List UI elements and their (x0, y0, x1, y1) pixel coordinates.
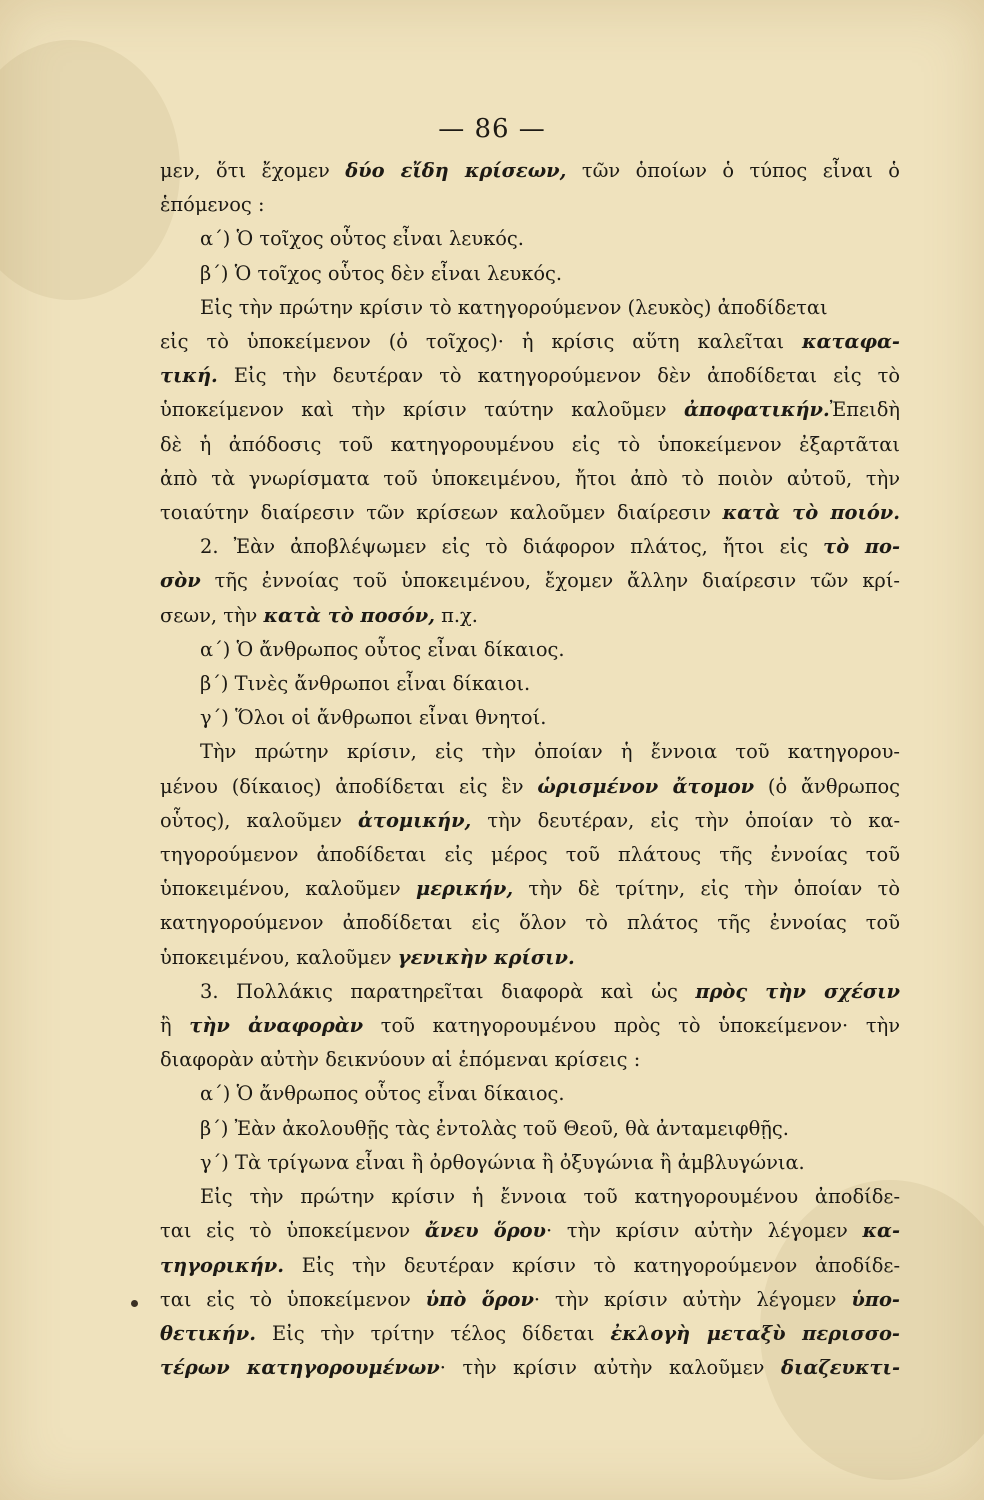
text-run: γ΄) Τὰ τρίγωνα εἶναι ἢ ὀρθογώνια ἢ ὀξυγώνια ἢ ἀμβλυγώνια. (200, 1150, 805, 1174)
emphasis-text: γενικὴν κρίσιν. (397, 945, 575, 969)
text-run: ὑποκειμένου, καλοῦμεν (160, 945, 398, 969)
emphasis-text: ὡρισμένον ἄτομον (537, 774, 755, 798)
paper-stain (0, 40, 180, 300)
text-line (160, 428, 900, 462)
text-line (160, 154, 900, 188)
text-line (160, 770, 900, 804)
text-line (160, 222, 900, 256)
text-line (160, 359, 900, 393)
text-line (160, 1180, 900, 1214)
text-line (160, 393, 900, 427)
text-run: Τὴν πρώτην κρίσιν, εἰς τὴν ὁποίαν ἡ ἔννοια τοῦ κατηγορου- (200, 740, 900, 764)
text-run: οὗτος), καλοῦμεν (160, 808, 358, 832)
emphasis-text: δύο εἴδη κρίσεων, (345, 159, 567, 182)
emphasis-text: κατὰ τὸ ποσόν, (263, 603, 435, 627)
text-run: γ΄) Ὅλοι οἱ ἄνθρωποι εἶναι θνητοί. (200, 706, 547, 730)
text-line (160, 975, 900, 1009)
text-run: 3. Πολλάκις παρατηρεῖται διαφορὰ καὶ ὡς (200, 979, 696, 1003)
text-run: β΄) Ἐὰν ἀκολουθῇς τὰς ἐντολὰς τοῦ Θεοῦ, θὰ ἀνταμειφθῇς. (200, 1116, 789, 1140)
emphasis-text: ἐκλογὴ μεταξὺ περισσο- (610, 1321, 900, 1345)
text-run: α΄) Ὁ ἄνθρωπος οὗτος εἶναι δίκαιος. (200, 1082, 565, 1106)
emphasis-text: κατὰ τὸ ποιόν. (722, 501, 901, 525)
text-line (160, 667, 900, 701)
text-run: ται εἰς τὸ ὑποκείμενον (160, 1219, 425, 1243)
text-run: ται εἰς τὸ ὑποκείμενον (160, 1287, 426, 1311)
text-run: β΄) Ὁ τοῖχος οὗτος δὲν εἶναι λευκός. (200, 261, 563, 285)
text-line (160, 564, 900, 598)
text-run: κατηγορούμενον ἀποδίδεται εἰς ὅλον τὸ πλάτος τῆς ἐννοίας τοῦ (160, 911, 900, 935)
page-number: — 86 — (438, 114, 546, 144)
text-run: τῆς ἐννοίας τοῦ ὑποκειμένου, ἔχομεν ἄλλην διαίρεσιν τῶν κρί- (200, 569, 900, 593)
text-run: ἑπόμενος : (160, 193, 265, 217)
emphasis-text: τική. (160, 364, 218, 388)
emphasis-text: πρὸς τὴν σχέσιν (695, 979, 900, 1003)
emphasis-text: ὑπο- (851, 1287, 900, 1311)
text-run: Εἰς τὴν πρώτην κρίσιν τὸ κατηγορούμενον (λευκὸς) ἀποδίδεται (200, 295, 828, 319)
text-run: Εἰς τὴν δευτέραν κρίσιν τὸ κατηγορούμενον ἀποδίδε- (284, 1253, 900, 1277)
emphasis-text: κα- (862, 1219, 900, 1243)
text-run: τῶν ὁποίων ὁ τύπος εἶναι ὁ (566, 159, 900, 182)
text-line (160, 1249, 900, 1283)
text-line (160, 1112, 900, 1146)
body-text (160, 154, 900, 1385)
text-run: 2. Ἐὰν ἀποβλέψωμεν εἰς τὸ διάφορον πλάτος, ἤτοι εἰς (200, 535, 824, 559)
text-run: δὲ ἡ ἀπόδοσις τοῦ κατηγορουμένου εἰς τὸ ὑποκείμενον ἐξαρτᾶται (160, 432, 900, 456)
text-run: α΄) Ὁ τοῖχος οὗτος εἶναι λευκός. (200, 227, 524, 251)
text-line (160, 1043, 900, 1077)
text-line (160, 633, 900, 667)
text-run: · τὴν κρίσιν αὐτὴν καλοῦμεν (439, 1356, 782, 1380)
emphasis-text: θετικήν. (160, 1321, 256, 1345)
text-line (160, 291, 900, 325)
emphasis-text: διαζευκτι- (781, 1356, 900, 1380)
emphasis-text: τέρων κατηγορουμένων (160, 1356, 440, 1380)
text-line (160, 1214, 900, 1248)
text-run: τοιαύτην διαίρεσιν τῶν κρίσεων καλοῦμεν διαίρεσιν (160, 501, 723, 525)
emphasis-text: ἄνευ ὅρου (424, 1219, 547, 1243)
text-run: μεν, ὅτι ἔχομεν (160, 159, 346, 182)
text-run: ὑποκειμένου, καλοῦμεν (160, 877, 417, 901)
text-run: ὑποκείμενον καὶ τὴν κρίσιν ταύτην καλοῦμεν (160, 398, 684, 422)
emphasis-text: τηγορικήν. (160, 1253, 284, 1277)
emphasis-text: τὸ πο- (823, 535, 900, 559)
text-line (160, 530, 900, 564)
text-line (160, 1351, 900, 1385)
text-run: μένου (δίκαιος) ἀποδίδεται εἰς ἓν (160, 774, 538, 798)
text-run: Ἐπειδὴ (829, 398, 900, 422)
text-line (160, 325, 900, 359)
text-line (160, 1077, 900, 1111)
text-line (160, 257, 900, 291)
text-run: τὴν δὲ τρίτην, εἰς τὴν ὁποίαν τὸ (513, 877, 900, 901)
text-run: π.χ. (434, 603, 478, 627)
text-line (160, 496, 900, 530)
text-line (160, 872, 900, 906)
ink-dot (131, 1300, 138, 1307)
text-run: Εἰς τὴν πρώτην κρίσιν ἡ ἔννοια τοῦ κατηγορουμένου ἀποδίδε- (200, 1185, 900, 1209)
emphasis-text: καταφα- (802, 330, 900, 354)
text-line (160, 1146, 900, 1180)
text-line (160, 906, 900, 940)
text-line (160, 804, 900, 838)
text-line (160, 838, 900, 872)
text-line (160, 701, 900, 735)
text-run: εἰς τὸ ὑποκείμενον (ὁ τοῖχος)· ἡ κρίσις αὕτη καλεῖται (160, 330, 803, 354)
text-run: (ὁ ἄνθρωπος (754, 774, 900, 798)
text-run: διαφορὰν αὐτὴν δεικνύουν αἱ ἑπόμεναι κρίσεις : (160, 1048, 641, 1072)
emphasis-text: ἀτομικήν, (357, 808, 472, 832)
text-line (160, 1317, 900, 1351)
text-run: σεων, τὴν (160, 603, 264, 627)
text-run: τὴν δευτέραν, εἰς τὴν ὁποίαν τὸ κα- (471, 808, 900, 832)
text-run: β΄) Τινὲς ἄνθρωποι εἶναι δίκαιοι. (200, 672, 531, 696)
text-line (160, 188, 900, 222)
emphasis-text: μερικήν, (416, 877, 514, 901)
emphasis-text: σὸν (160, 569, 201, 593)
text-run: Εἰς τὴν δευτέραν τὸ κατηγορούμενον δὲν ἀποδίδεται εἰς τὸ (217, 364, 900, 388)
text-run: τηγορούμενον ἀποδίδεται εἰς μέρος τοῦ πλάτους τῆς ἐννοίας τοῦ (160, 843, 900, 867)
text-line (160, 599, 900, 633)
text-run: · τὴν κρίσιν αὐτὴν λέγομεν (546, 1219, 863, 1243)
text-line (160, 941, 900, 975)
text-line (160, 462, 900, 496)
text-run: α΄) Ὁ ἄνθρωπος οὗτος εἶναι δίκαιος. (200, 637, 565, 661)
text-line (160, 735, 900, 769)
text-run: ἢ (160, 1014, 190, 1038)
text-run: τοῦ κατηγορουμένου πρὸς τὸ ὑποκείμενον· τὴν (363, 1014, 900, 1038)
emphasis-text: τὴν ἀναφορὰν (189, 1014, 364, 1038)
text-line (160, 1283, 900, 1317)
emphasis-text: ἀποφατικήν. (683, 398, 830, 422)
text-line (160, 1009, 900, 1043)
text-run: Εἰς τὴν τρίτην τέλος δίδεται (256, 1321, 611, 1345)
text-run: · τὴν κρίσιν αὐτὴν λέγομεν (533, 1287, 852, 1311)
text-run: ἀπὸ τὰ γνωρίσματα τοῦ ὑποκειμένου, ἤτοι ἀπὸ τὸ ποιὸν αὐτοῦ, τὴν (160, 466, 900, 490)
emphasis-text: ὑπὸ ὅρον (425, 1287, 534, 1311)
